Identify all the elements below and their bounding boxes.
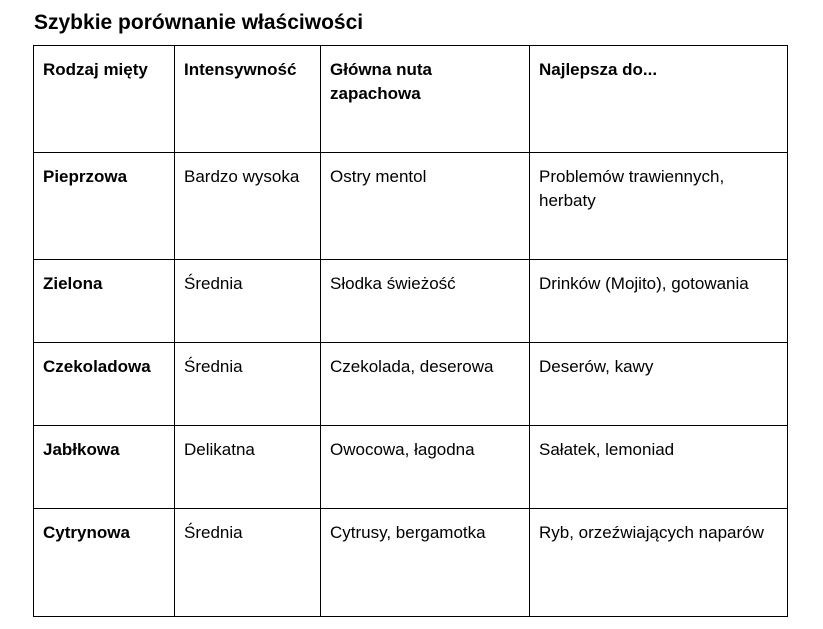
column-header-mint-type: Rodzaj mięty [34,46,175,153]
cell-intensity: Bardzo wysoka [175,153,321,260]
table-row [34,260,788,343]
table-header-row [34,46,788,153]
page-title: Szybkie porównanie właściwości [34,11,364,34]
cell-scent-note: Słodka świeżość [321,260,530,343]
cell-scent-note: Owocowa, łagodna [321,426,530,509]
table-row [34,343,788,426]
table-row [34,426,788,509]
cell-mint-type: Cytrynowa [34,509,175,617]
table-row [34,153,788,260]
cell-best-for: Problemów trawiennych, herbaty [530,153,788,260]
comparison-table [33,45,788,617]
cell-best-for: Ryb, orzeźwiających naparów [530,509,788,617]
table-row [34,509,788,617]
cell-mint-type: Zielona [34,260,175,343]
column-header-best-for: Najlepsza do... [530,46,788,153]
cell-intensity: Średnia [175,260,321,343]
cell-scent-note: Cytrusy, bergamotka [321,509,530,617]
cell-mint-type: Jabłkowa [34,426,175,509]
cell-intensity: Średnia [175,343,321,426]
column-header-scent-note: Główna nuta zapachowa [321,46,530,153]
cell-intensity: Delikatna [175,426,321,509]
cell-intensity: Średnia [175,509,321,617]
cell-mint-type: Czekoladowa [34,343,175,426]
cell-best-for: Drinków (Mojito), gotowania [530,260,788,343]
cell-best-for: Sałatek, lemoniad [530,426,788,509]
column-header-intensity: Intensywność [175,46,321,153]
cell-mint-type: Pieprzowa [34,153,175,260]
cell-best-for: Deserów, kawy [530,343,788,426]
cell-scent-note: Ostry mentol [321,153,530,260]
cell-scent-note: Czekolada, deserowa [321,343,530,426]
